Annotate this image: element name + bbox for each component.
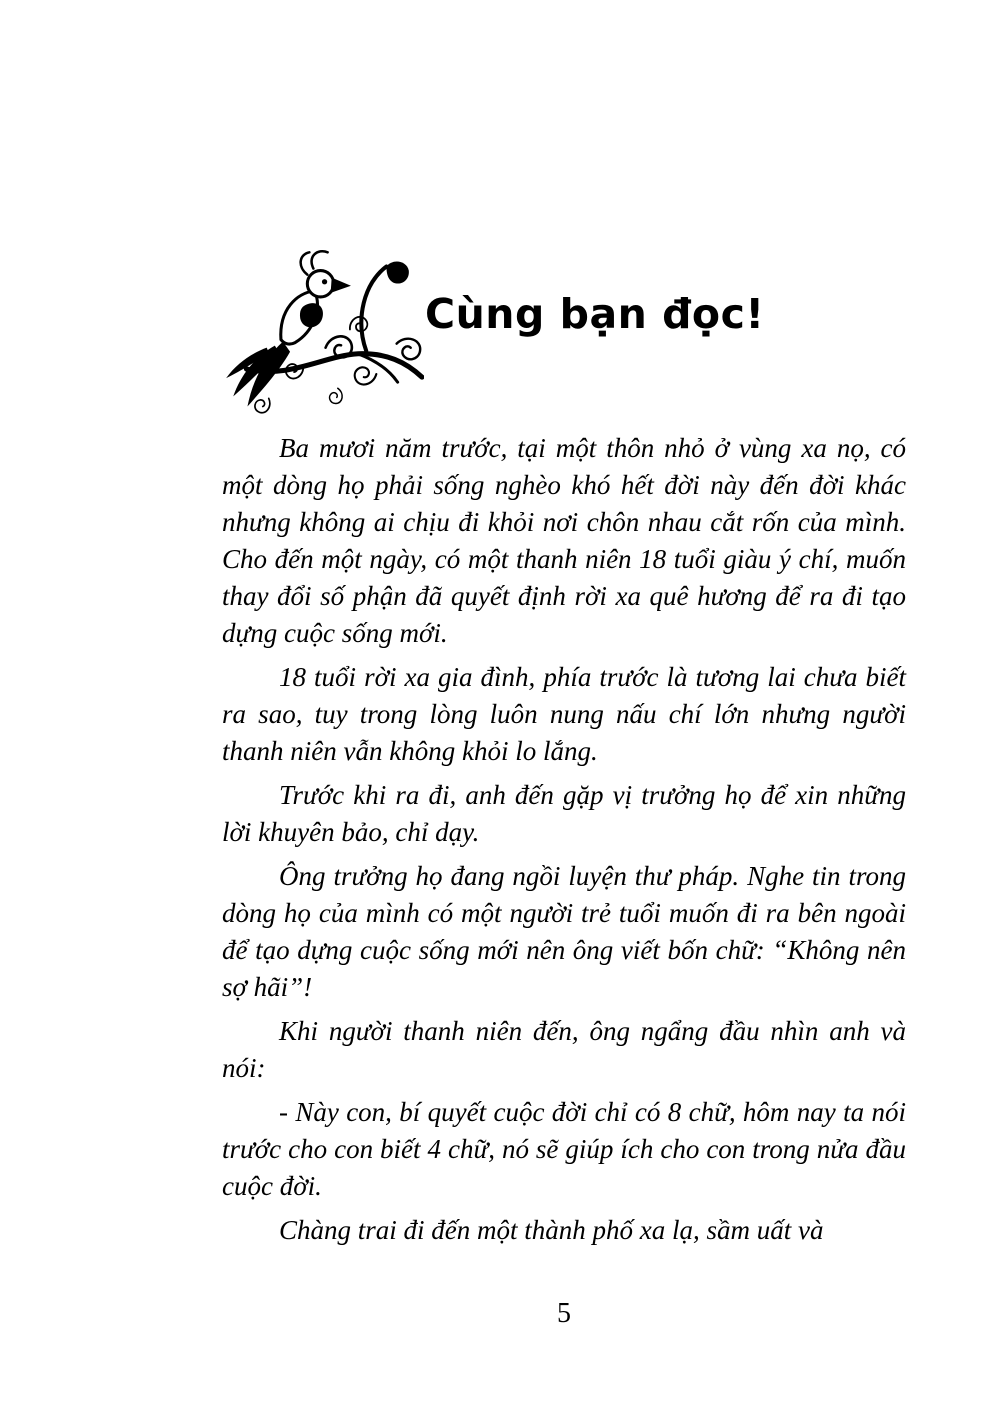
bird-flourish-ornament — [216, 246, 424, 424]
paragraph: Ông trưởng họ đang ngồi luyện thư pháp. Nghe tin trong dòng họ của mình có một người trẻ tuổi muốn đi ra bên ngoài để tạo dựng cuộc sống mới nên ông viết bốn chữ: “Không nên sợ hãi”! — [222, 861, 906, 1002]
paragraph: - Này con, bí quyết cuộc đời chỉ có 8 chữ, hôm nay ta nói trước cho con biết 4 chữ, nó sẽ giúp ích cho con trong nửa đầu cuộc đời. — [222, 1097, 906, 1201]
paragraph: Khi người thanh niên đến, ông ngẩng đầu nhìn anh và nói: — [222, 1016, 906, 1083]
chapter-title: Cùng bạn đọc! — [425, 290, 765, 338]
paragraph: Trước khi ra đi, anh đến gặp vị trưởng họ để xin những lời khuyên bảo, chỉ dạy. — [222, 780, 906, 847]
paragraph: 18 tuổi rời xa gia đình, phía trước là tương lai chưa biết ra sao, tuy trong lòng luôn nung nấu chí lớn nhưng người thanh niên vẫn không khỏi lo lắng. — [222, 662, 906, 766]
paragraph: Ba mươi năm trước, tại một thôn nhỏ ở vùng xa nọ, có một dòng họ phải sống nghèo khó hết đời này đến đời khác nhưng không ai chịu đi khỏi nơi chôn nhau cắt rốn của mình. Cho đến một ngày, có một thanh niên 18 tuổi giàu ý chí, muốn thay đổi số phận đã quyết định rời xa quê hương để ra đi tạo dựng cuộc sống mới. — [222, 433, 906, 648]
paragraph: Chàng trai đi đến một thành phố xa lạ, sầm uất và — [279, 1215, 824, 1245]
page-number: 5 — [557, 1298, 571, 1329]
body-text — [222, 430, 906, 1256]
